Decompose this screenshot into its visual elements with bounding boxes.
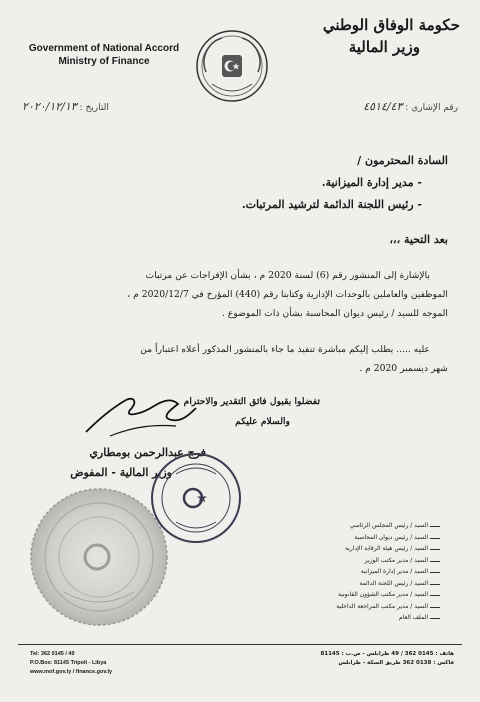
paragraph-line: عليه ..... يطلب إليكم مباشرة تنفيذ ما جاء بالمنشور المذكور أعلاه اعتباراً من [140,344,430,355]
footer-arabic [234,650,454,668]
footer-divider [18,644,462,645]
footer-website: www.mof.gov.ly / finance.gov.ly [30,669,113,675]
header-arabic-line2: وزير المالية [348,38,420,56]
reference-number: رقم الإشاري : ٤٥١٤/٤٣ [363,100,458,113]
distribution-item: السيد / مدير مكتب المراجعة الداخلية [290,601,440,613]
header-arabic-line1: حكومة الوفاق الوطني [322,16,460,34]
distribution-item: السيد / مدير مكتب الوزير [290,555,440,567]
salutation: السادة المحترمون / [357,154,448,167]
distribution-list [290,520,440,624]
reference-date-value: ٢٠٢٠/١٢/١٣ [22,100,77,113]
reference-number-label: رقم الإشاري [411,103,458,113]
distribution-item: الملف العام [290,612,440,624]
distribution-item: السيد / رئيس اللجنة الدائمة [290,578,440,590]
footer-pobox: P.O.Box: 81145 Tripoli - Libya [30,660,107,666]
paragraph-line: شهر ديسمبر 2020 م . [359,363,448,374]
paragraph-line: الموظفين والعاملين بالوحدات الإدارية وكتابنا رقم (440) المؤرخ في 2020/12/7 م ، [127,289,448,300]
reference-number-value: ٤٥١٤/٤٣ [363,100,403,113]
closing-line: والسلام عليكم [235,416,290,427]
header-english-line1: Government of National Accord [28,43,180,54]
reference-row [22,100,458,116]
paragraph-line: الموجه للسيد / رئيس ديوان المحاسبة بشأن ذات الموضوع . [222,308,448,319]
paragraph-reference [28,266,448,323]
recipient-item: - مدير إدارة الميزانية. [321,176,422,189]
embossed-seal-icon [24,482,174,632]
header-english-line2: Ministry of Finance [58,56,150,67]
reference-date-label: التاريخ [85,103,109,113]
greeting: بعد التحية ،،، [389,233,448,246]
footer-english [30,650,112,677]
footer-fax-ar: فاكس : 0138 362 طريق السكة - طرابلس [338,660,454,666]
paragraph-line: بالإشارة إلى المنشور رقم (6) لسنة 2020 م ، بشأن الإفراجات عن مرتبات [145,270,430,281]
header-arabic [310,14,460,58]
footer-tel: Tel: 362 0145 / 49 [30,651,75,657]
recipients-block [28,150,448,216]
signature-scribble [80,388,200,443]
signatory-name: فرج عبدالرحمن بومطاري [89,446,206,459]
distribution-item: السيد / رئيس هيئة الرقابة الإدارية [290,543,440,555]
closing-line: تفضلوا بقبول فائق التقدير والاحترام [183,396,320,407]
distribution-item: السيد / مدير إدارة الميزانية [290,566,440,578]
ministry-emblem-icon [194,28,270,104]
reference-date: التاريخ : ٢٠٢٠/١٢/١٣ [22,100,109,113]
header-english [24,42,184,68]
distribution-item: السيد / مدير مكتب الشؤون القانونية [290,589,440,601]
footer-phone-ar: هاتف : 0145 362 / 49 طرابلس - ص.ب : 81145 [320,651,454,657]
distribution-item: السيد / رئيس ديوان المحاسبة [290,532,440,544]
paragraph-request [28,340,448,378]
signatory-title: وزير المالية - المفوض [70,466,172,479]
distribution-item: السيد / رئيس المجلس الرئاسي [290,520,440,532]
recipient-item: - رئيس اللجنة الدائمة لترشيد المرتبات. [241,198,422,211]
